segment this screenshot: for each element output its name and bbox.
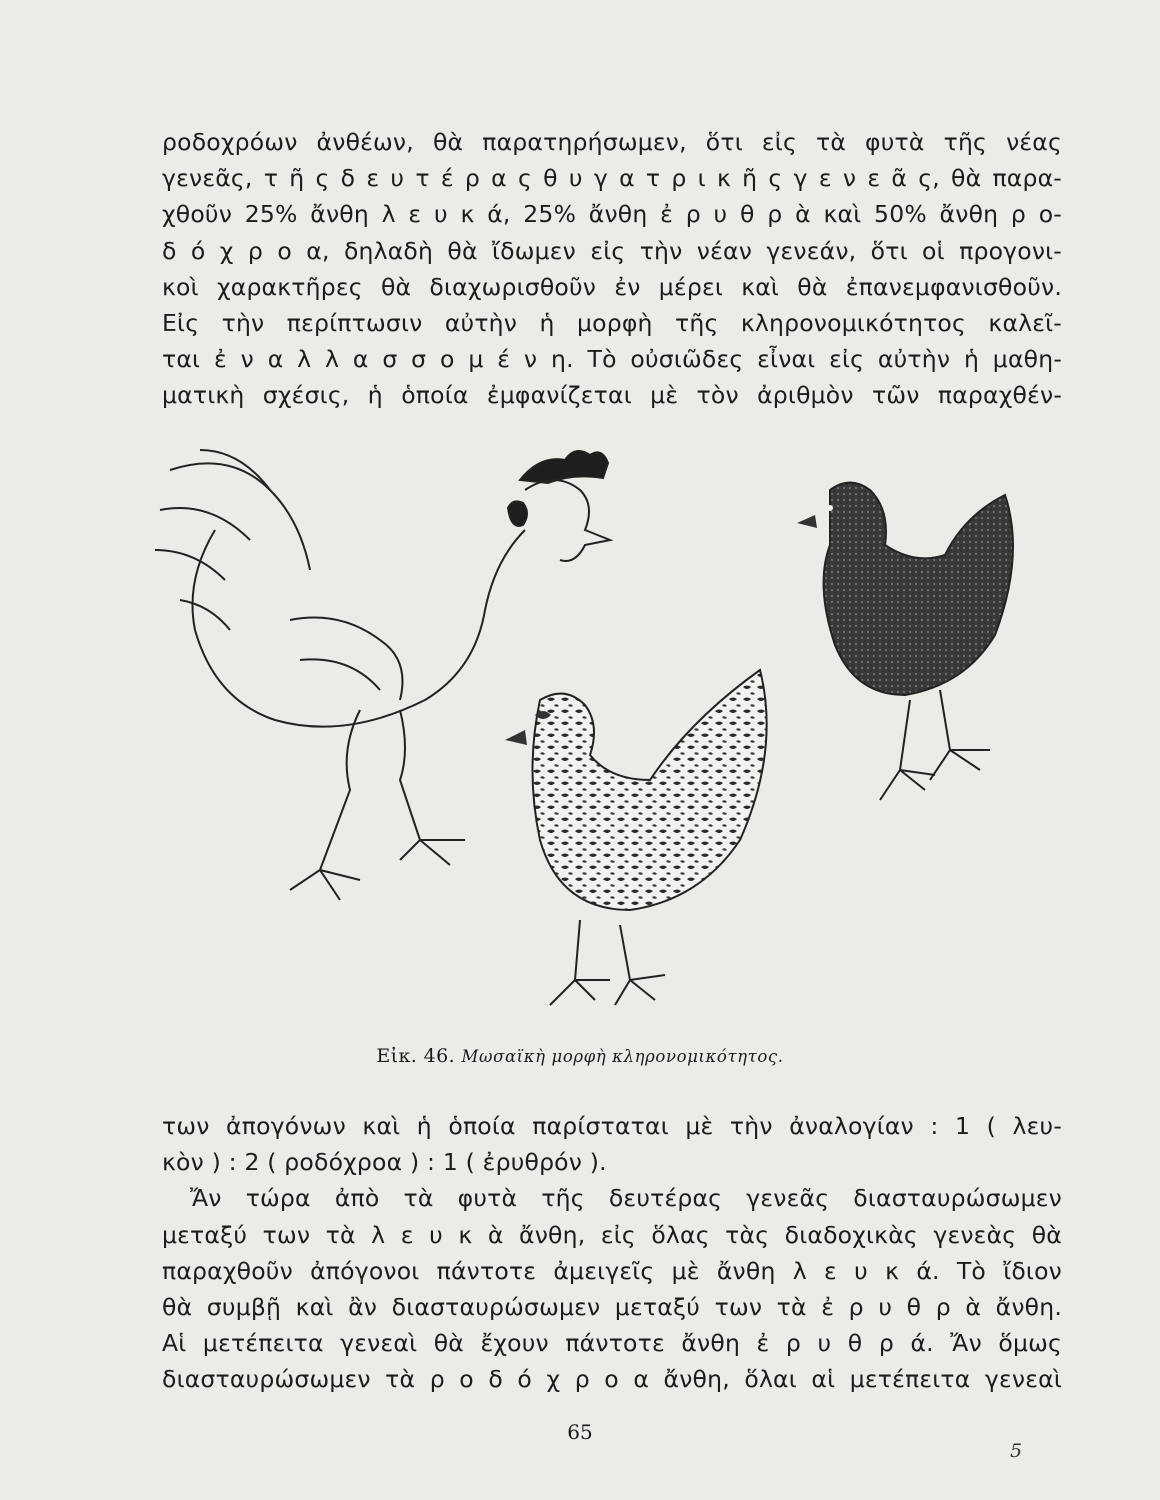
text-line: ροδοχρόων ἀνθέων, θὰ παρατηρήσωμεν, ὅτι εἰς τὰ φυτὰ τῆς νέας	[162, 128, 1062, 156]
text-line: γενεᾶς, τ ῆ ς δ ε υ τ έ ρ α ς θ υ γ α τ ρ ι κ ῆ ς γ ε ν ε ᾶ ς, θὰ παρα-	[162, 164, 1062, 193]
text-line: κοὶ χαρακτῆρες θὰ διαχωρισθοῦν ἐν μέρει καὶ θὰ ἐπανεμφανισθοῦν.	[162, 272, 1062, 301]
figure-caption	[0, 1045, 1160, 1067]
text-line: μεταξύ των τὰ λ ε υ κ ὰ ἄνθη, εἰς ὅλας τὰς διαδοχικὰς γενεὰς θὰ	[162, 1220, 1062, 1249]
bottom-paragraph	[162, 1108, 1062, 1398]
text-line: θὰ συμβῇ καὶ ἂν διασταυρώσωμεν μεταξύ των τὰ ἐ ρ υ θ ρ ὰ ἄνθη.	[162, 1293, 1062, 1322]
text-line: των ἀπογόνων καὶ ἡ ὁποία παρίσταται μὲ τὴν ἀναλογίαν : 1 ( λευ-	[162, 1112, 1062, 1140]
text-line: ται ἐ ν α λ λ α σ σ ο μ έ ν η. Τὸ οὐσιῶδες εἶναι εἰς αὐτὴν ἡ μαθη-	[162, 345, 1062, 374]
text-line: χθοῦν 25% ἄνθη λ ε υ κ ά, 25% ἄνθη ἐ ρ υ θ ρ ὰ καὶ 50% ἄνθη ρ ο-	[162, 200, 1062, 229]
chicken-illustration	[140, 420, 1040, 1020]
top-paragraph	[162, 124, 1062, 414]
dark-hen-drawing	[797, 483, 1013, 801]
figure-caption-label: Εἰκ. 46.	[376, 1045, 456, 1067]
text-line: Αἱ μετέπειτα γενεαὶ θὰ ἔχουν πάντοτε ἄνθη ἐ ρ υ θ ρ ά. Ἄν ὅμως	[162, 1329, 1062, 1358]
text-line: Εἰς τὴν περίπτωσιν αὐτὴν ἡ μορφὴ τῆς κληρονομικότητος καλεῖ-	[162, 309, 1062, 338]
page-number: 65	[567, 1420, 593, 1444]
signature-mark: 5	[1010, 1440, 1023, 1462]
text-line: διασταυρώσωμεν τὰ ρ ο δ ό χ ρ ο α ἄνθη, ὅλαι αἱ μετέπειτα γενεαὶ	[162, 1365, 1062, 1394]
figure-caption-text: Μωσαϊκὴ μορφὴ κληρονομικότητος.	[461, 1047, 784, 1066]
text-line: κὸν ) : 2 ( ροδόχροα ) : 1 ( ἐρυθρόν ).	[162, 1148, 607, 1177]
text-line: Ἄν τώρα ἀπὸ τὰ φυτὰ τῆς δευτέρας γενεᾶς διασταυρώσωμεν	[190, 1184, 1062, 1213]
speckled-hen-drawing	[505, 670, 767, 1005]
text-line: ματικὴ σχέσις, ἡ ὁποία ἐμφανίζεται μὲ τὸν ἀριθμὸν τῶν παραχθέν-	[162, 381, 1062, 410]
text-line: παραχθοῦν ἀπόγονοι πάντοτε ἀμειγεῖς μὲ ἄνθη λ ε υ κ ά. Τὸ ἴδιον	[162, 1256, 1062, 1285]
text-line: δ ό χ ρ ο α, δηλαδὴ θὰ ἴδωμεν εἰς τὴν νέαν γενεάν, ὅτι οἱ προγονι-	[162, 236, 1062, 265]
